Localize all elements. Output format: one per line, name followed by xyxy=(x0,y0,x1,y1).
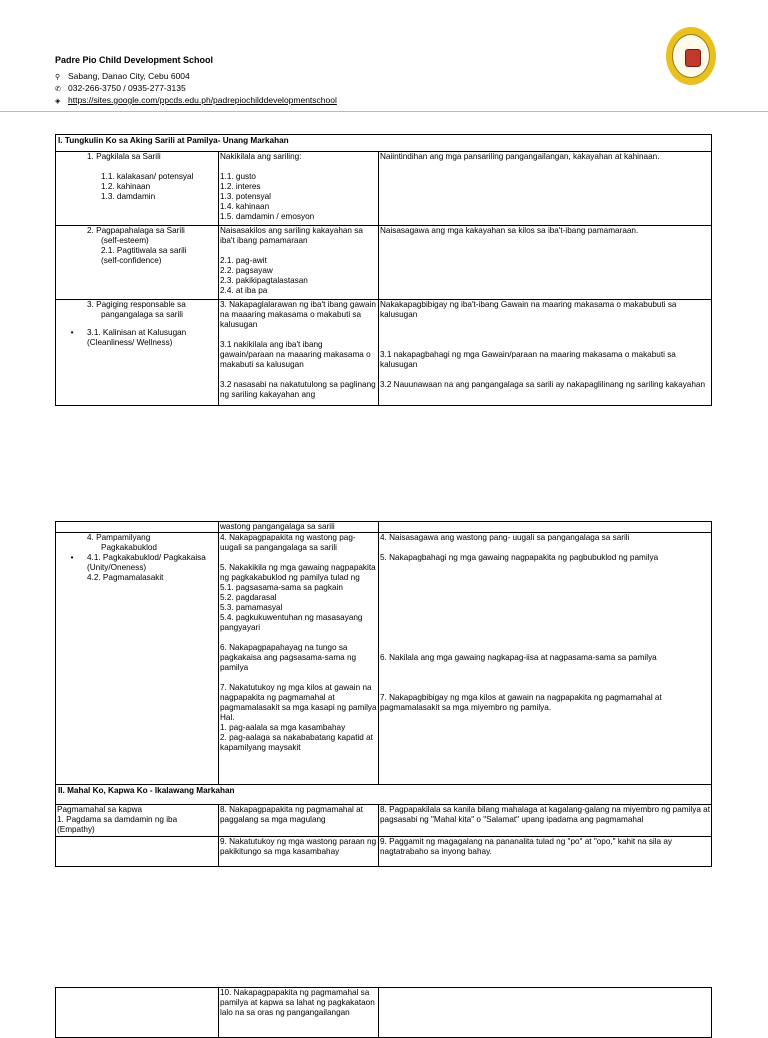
phone-line xyxy=(55,83,186,95)
page-header xyxy=(0,0,768,112)
table-row xyxy=(56,152,712,226)
table-row xyxy=(56,226,712,300)
topic-item: 4. Pampamilyang xyxy=(87,533,151,542)
competency-cell: Naisasakilos ang sariling kakayahan sa iba't ibang pamamaraan 2.1. pag-awit 2.2. pagsayaw 2.3. pakikipagtalastasan 2.4. at iba pa xyxy=(219,226,379,300)
topic-subitem: pangangalaga sa sarili xyxy=(101,310,183,319)
objective-cell: 4. Naisasagawa ang wastong pang- uugali sa pangangalaga sa sarili 5. Nakapagbahagi ng mga gawaing nagpapakita ng pagbubuklod ng pamilya 6. Nakilala ang mga gawaing nagkapag-iisa at nagpasama-sama sa pamilya 7. Nakapagbibigay ng mga kilos at gawain na nagpapakita ng pagmamahal at pagmamalasakit sa mga miyembro ng pamilya. xyxy=(379,533,712,785)
topic-cell xyxy=(56,152,219,226)
objective-cell: Naisasagawa ang mga kakayahan sa kilos sa iba't-ibang pamamaraan. xyxy=(379,226,712,300)
phone-icon: ✆ xyxy=(55,86,61,93)
section-header-row xyxy=(56,135,712,152)
topic-cell xyxy=(56,300,219,406)
objective-cell xyxy=(379,988,712,1038)
section-title: II. Mahal Ko, Kapwa Ko - Ikalawang Markahan xyxy=(56,785,712,805)
topic-subitems: (self-esteem) 2.1. Pagtitiwala sa sarili (self-confidence) xyxy=(101,236,187,265)
objective-cell: Nakakapagbibigay ng iba't-ibang Gawain na maaring makasama o makabubuti sa kalusugan 3.1 nakapagbahagi ng mga Gawain/paraan na maaring makasama o makabuti sa kalusugan 3.2 Nauunawaan na ang pangangalaga sa sarili ay nakapaglilinang ng sariling kakayahan xyxy=(379,300,712,406)
objective-cell xyxy=(379,522,712,533)
address-line xyxy=(55,71,190,83)
topic-bullet-text: 3.1. Kalinisan at Kalusugan (Cleanliness/ Wellness) xyxy=(87,328,187,347)
curriculum-table-1 xyxy=(55,134,712,406)
topic-item: 1. Pagkilala sa Sarili xyxy=(87,152,161,161)
competency-cell: 3. Nakapaglalarawan ng iba't ibang gawain na maaaring makasama o makabuti sa kalusugan 3.1 nakikilala ang iba't ibang gawain/paraan na maaaring makasama o makabuti sa kalusugan 3.2 nasasabi na nakatutulong sa paglinang ng sariling kakayahan ang xyxy=(219,300,379,406)
globe-icon: ◈ xyxy=(55,98,61,105)
objective-cell: 9. Paggamit ng magagalang na pananalita tulad ng "po" at "opo," kahit na sila ay nagtatrabaho sa inyong bahay. xyxy=(379,837,712,867)
bullet-icon: • xyxy=(70,328,74,337)
competency-cell: 9. Nakatutukoy ng mga wastong paraan ng pakikitungo sa mga kasambahay xyxy=(219,837,379,867)
location-pin-icon: ⚲ xyxy=(55,74,61,81)
topic-cell xyxy=(56,837,219,867)
website-line xyxy=(55,95,337,107)
logo-inner-ring xyxy=(672,34,710,78)
competency-cell: wastong pangangalaga sa sarili xyxy=(219,522,379,533)
topic-cell xyxy=(56,533,219,785)
phone-text: 032-266-3750 / 0935-277-3135 xyxy=(68,83,186,93)
logo-crest xyxy=(685,49,701,67)
topic-cell xyxy=(56,226,219,300)
school-logo xyxy=(666,27,716,85)
table-row xyxy=(56,300,712,406)
competency-cell: Nakikilala ang sariling: 1.1. gusto 1.2. interes 1.3. potensyal 1.4. kahinaan 1.5. damdamin / emosyon xyxy=(219,152,379,226)
curriculum-table-3 xyxy=(55,987,712,1038)
school-name: Padre Pio Child Development School xyxy=(55,55,214,65)
website-link[interactable]: https://sites.google.com/ppcds.edu.ph/padrepiochilddevelopmentschool xyxy=(68,95,337,105)
table-row xyxy=(56,533,712,785)
header-divider xyxy=(0,111,768,112)
topic-subitems: 1.1. kalakasan/ potensyal 1.2. kahinaan 1.3. damdamin xyxy=(101,172,194,201)
objective-cell: 8. Pagpapakilala sa kanila bilang mahalaga at kagalang-galang na miyembro ng pamilya at pagsasabi ng "Mahal kita" o "Salamat" upang ipadama ang pagmamahal xyxy=(379,805,712,837)
bullet-icon: • xyxy=(70,553,74,562)
topic-subitem: Pagkakabuklod xyxy=(101,543,157,552)
table-row xyxy=(56,522,712,533)
topic-item: 2. Pagpapahalaga sa Sarili xyxy=(87,226,185,235)
objective-cell: Naiintindihan ang mga pansariling pangangailangan, kakayahan at kahinaan. xyxy=(379,152,712,226)
competency-cell: 4. Nakapagpapakita ng wastong pag-uugali sa pangangalaga sa sarili 5. Nakakikila ng mga gawaing nagpapakita ng pagkakabuklod ng pamilya tulad ng 5.1. pagsasama-sama sa pagkain 5.2. pagdarasal 5.3. pamamasyal 5.4. pagkukuwentuhan ng masasayang pangyayari 6. Nakapagpapahayag na tungo sa pagkakaisa ang pagsasama-sama ng pamilya 7. Nakatutukoy ng mga kilos at gawain na nagpapakita ng pagmamahal at pagmamalasakit sa mga kasapi ng pamilya Hal. 1. pag-aalala sa mga kasambahay 2. pag-aalaga sa nakababatang kapatid at kapamilyang maysakit xyxy=(219,533,379,785)
topic-cell xyxy=(56,988,219,1038)
curriculum-table-2 xyxy=(55,521,712,867)
address-text: Sabang, Danao City, Cebu 6004 xyxy=(68,71,190,81)
topic-bullet xyxy=(57,328,217,348)
competency-cell: 8. Nakapagpapakita ng pagmamahal at paggalang sa mga magulang xyxy=(219,805,379,837)
competency-cell: 10. Nakapagpapakita ng pagmamahal sa pamilya at kapwa sa lahat ng pagkakataon lalo na sa oras ng pangangailangan xyxy=(219,988,379,1038)
table-row xyxy=(56,837,712,867)
topic-cell xyxy=(56,522,219,533)
topic-subitem: 4.2. Pagmamalasakit xyxy=(87,573,164,582)
topic-bullet xyxy=(57,553,217,573)
topic-cell: Pagmamahal sa kapwa 1. Pagdama sa damdamin ng iba (Empathy) xyxy=(56,805,219,837)
table-row xyxy=(56,805,712,837)
topic-bullet-text: 4.1. Pagkakabuklod/ Pagkakaisa (Unity/Oneness) xyxy=(87,553,206,572)
section-header-row xyxy=(56,785,712,805)
section-title: I. Tungkulin Ko sa Aking Sarili at Pamilya- Unang Markahan xyxy=(56,135,712,152)
table-row xyxy=(56,988,712,1038)
topic-item: 3. Pagiging responsable sa xyxy=(87,300,186,309)
